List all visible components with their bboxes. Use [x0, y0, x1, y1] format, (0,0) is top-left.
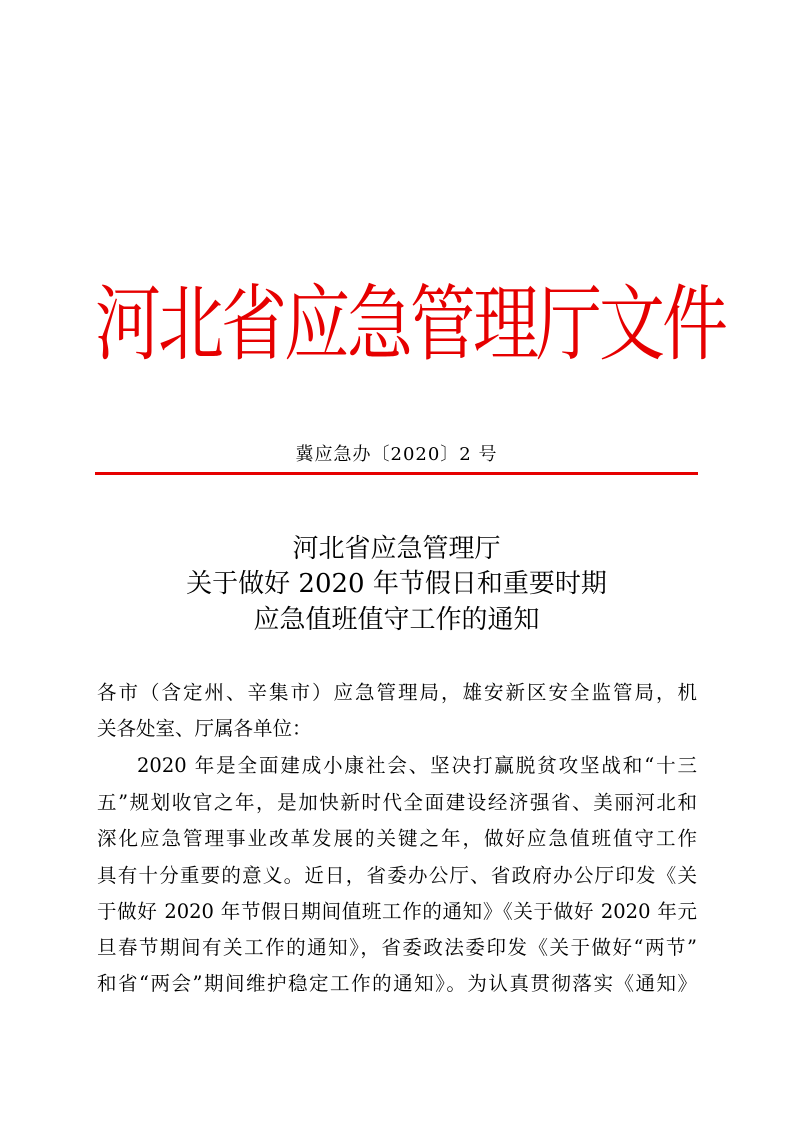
- body-line: 2020 年是全面建成小康社会、坚决打赢脱贫攻坚战和“十三: [137, 754, 697, 777]
- body-line: 具有十分重要的意义。近日，省委办公厅、省政府办公厅印发《关: [97, 864, 697, 887]
- body-line: 各市（含定州、辛集市）应急管理局，雄安新区安全监管局，机: [97, 681, 697, 704]
- title-line-3: 应急值班值守工作的通知: [253, 605, 540, 635]
- title-line-1: 河北省应急管理厅: [292, 534, 501, 564]
- body-line: 和省“两会”期间维护稳定工作的通知》。为认真贯彻落实《通知》: [97, 972, 697, 995]
- body-line: 于做好 2020 年节假日期间值班工作的通知》《关于做好 2020 年元: [97, 900, 697, 923]
- issuer-title: 河北省应急管理厅文件: [95, 276, 725, 373]
- red-divider: [95, 472, 698, 475]
- body-line: 五”规划收官之年，是加快新时代全面建设经济强省、美丽河北和: [97, 791, 697, 814]
- title-line-2: 关于做好 2020 年节假日和重要时期: [186, 569, 607, 599]
- document-number: 冀应急办〔2020〕2 号: [295, 444, 498, 465]
- body-line: 旦春节期间有关工作的通知》，省委政法委印发《关于做好“两节”: [97, 936, 697, 959]
- body-line: 关各处室、厅属各单位：: [97, 717, 312, 740]
- body-line: 深化应急管理事业改革发展的关键之年，做好应急值班值守工作: [97, 827, 697, 850]
